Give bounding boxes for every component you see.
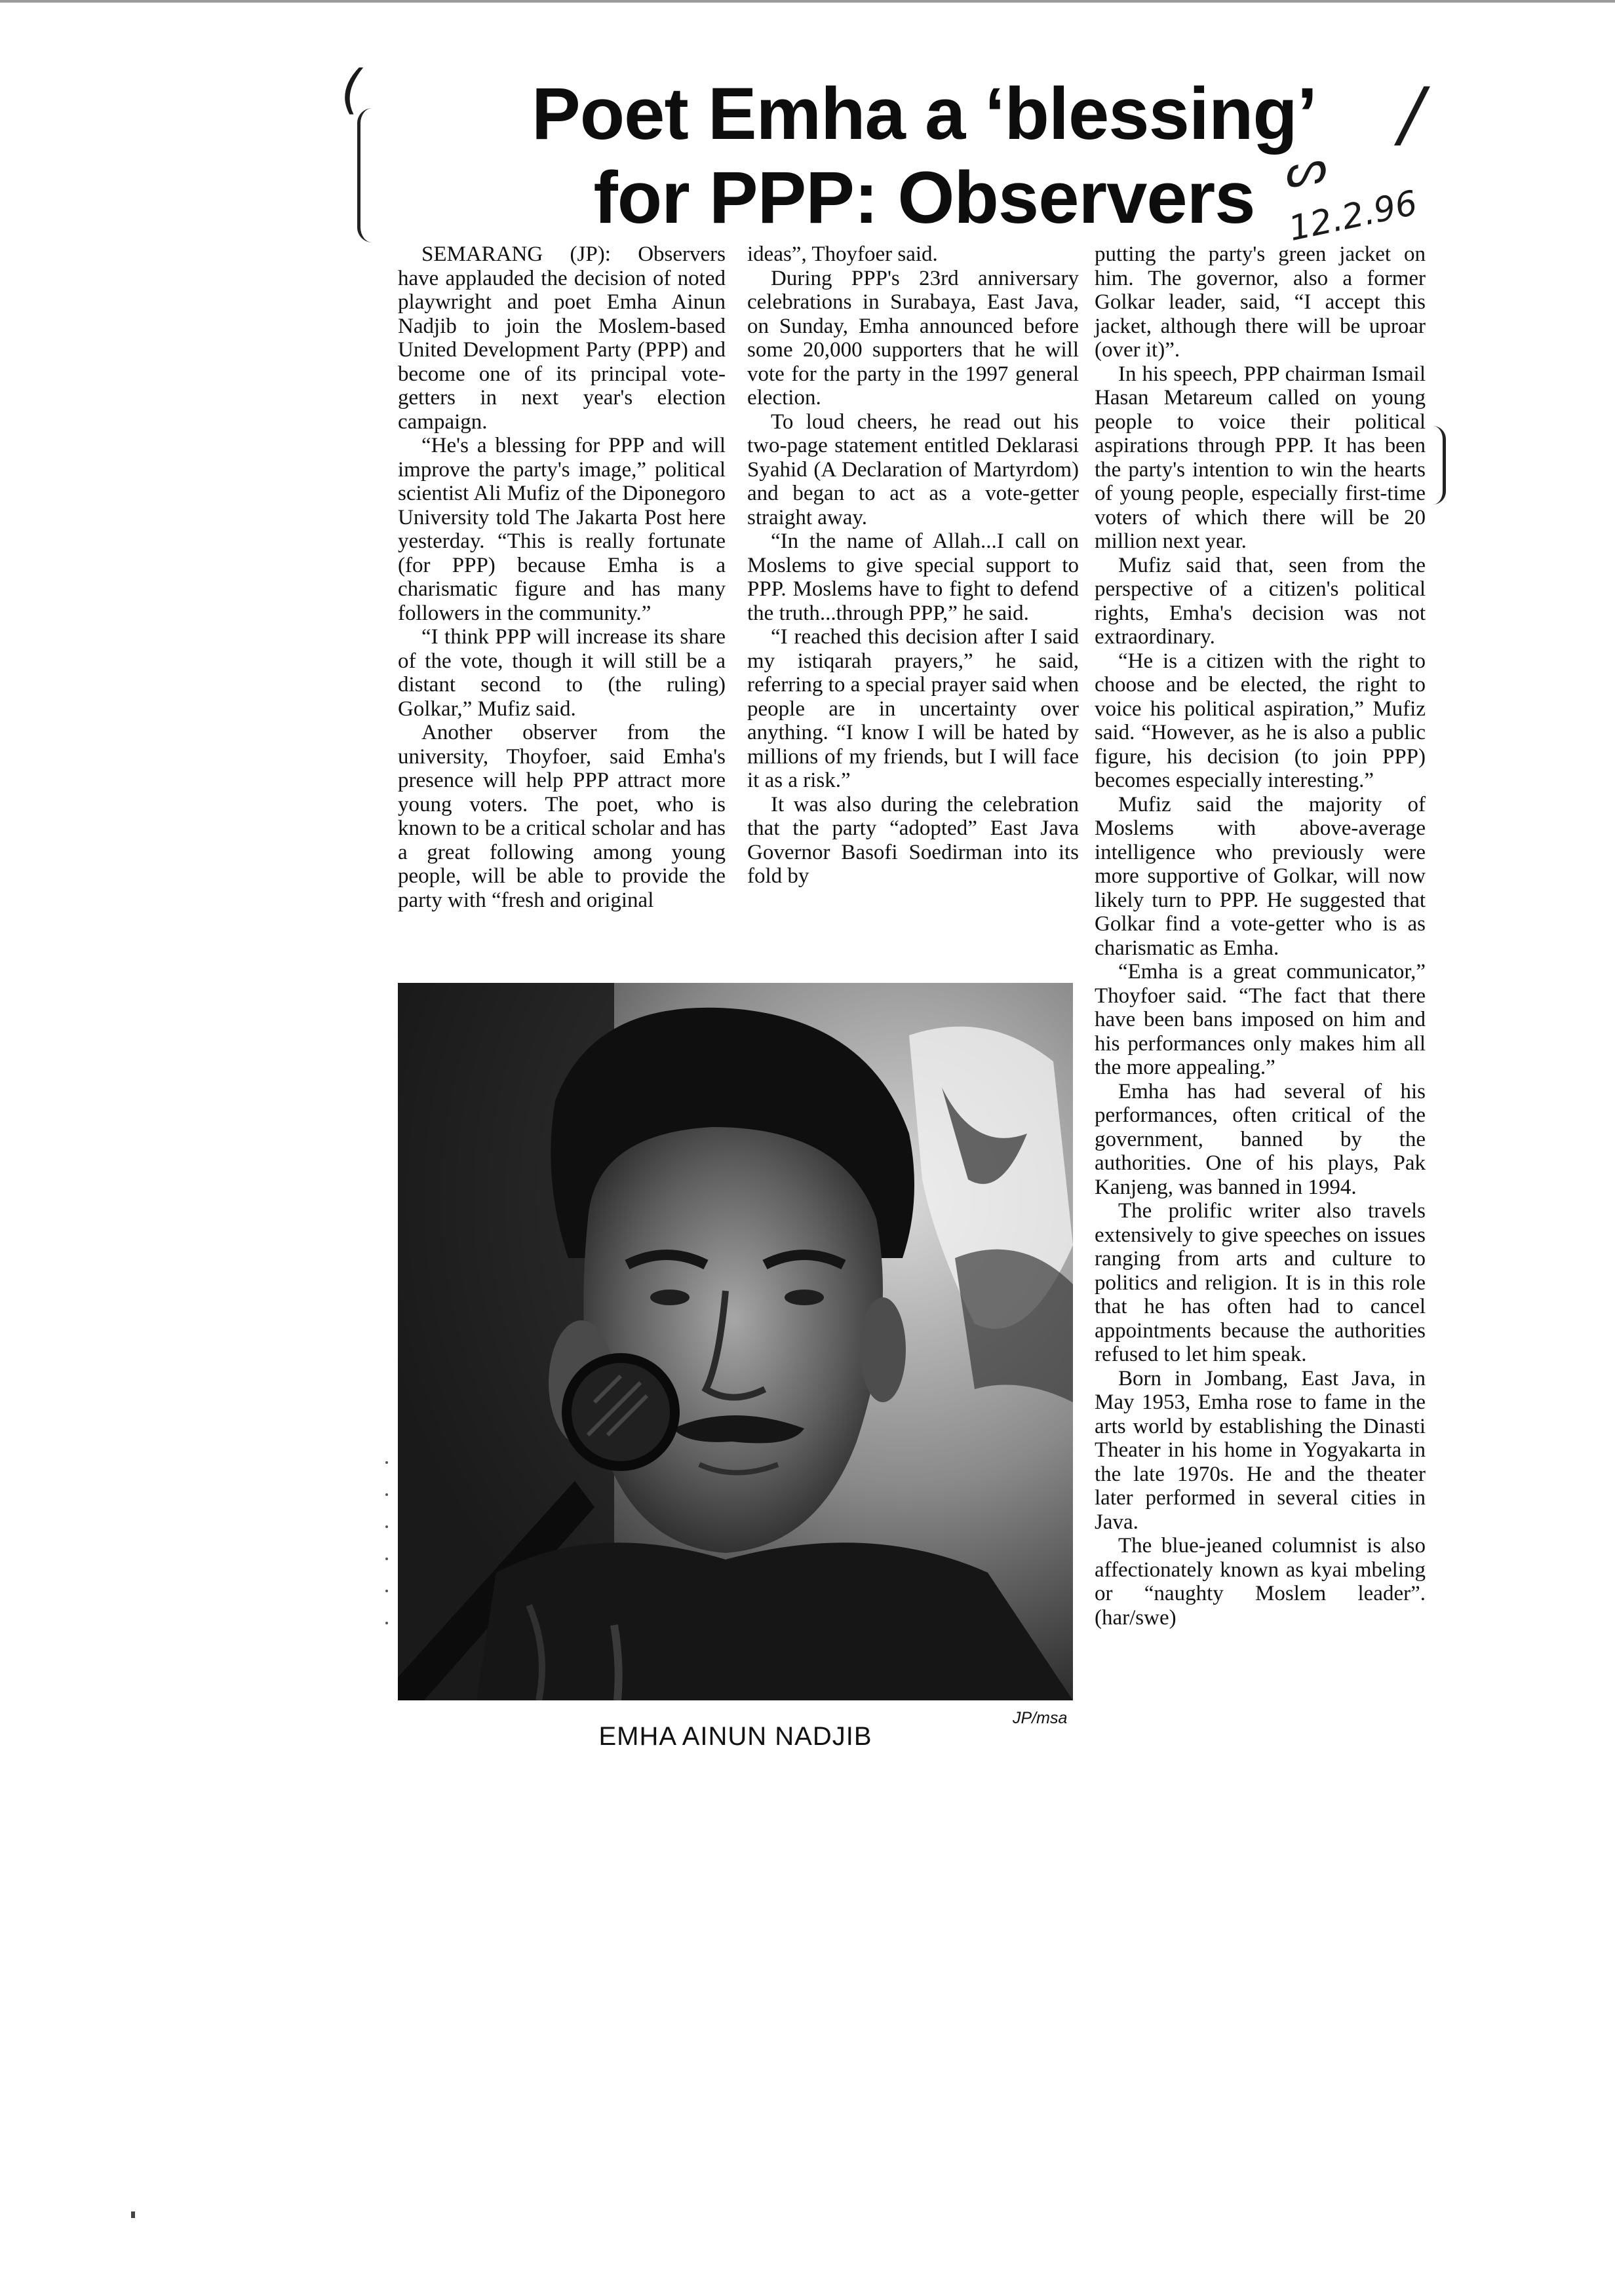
handwritten-initials: ᔕ (1281, 138, 1331, 199)
handwritten-slash-mark: / (1399, 72, 1424, 156)
photo-credit: JP/msa (1013, 1709, 1068, 1727)
handwritten-date: 12.2.96 (1285, 183, 1421, 249)
paragraph: ideas”, Thoyfoer said. (747, 242, 938, 266)
headline-line-2: for PPP: Observers (593, 157, 1255, 239)
paragraph: The prolific writer also travels extensively to give speeches on issues ranging from arts and culture to politics and religion. It is in this role that he has often had to cancel appointments because the authorities refused to let him speak. (1095, 1199, 1426, 1366)
paragraph: During PPP's 23rd anniversary celebrations in Surabaya, East Java, on Sunday, Emha announced before some 20,000 supporters that he will vote for the party in the 1997 general election. (747, 266, 1079, 410)
paragraph: Mufiz said that, seen from the perspective of a citizen's political rights, Emha's decision was not extraordinary. (1095, 553, 1426, 649)
paragraph: “I reached this decision after I said my istiqarah prayers,” he said, referring to a special prayer said when people are in uncertainty over anything. “I know I will be hated by millions of my friends, but I will face it as a risk.” (747, 625, 1079, 792)
article-column-3 (1095, 242, 1426, 1630)
paragraph: Emha has had several of his performances, often critical of the government, banned by the authorities. One of his plays, Pak Kanjeng, was banned in 1994. (1095, 1079, 1426, 1199)
paragraph: “He is a citizen with the right to choose and be elected, the right to voice his political aspiration,” Mufiz said. “However, as he is also a public figure, his decision (to join PPP) becomes especially interesting.” (1095, 649, 1426, 792)
headline-line-1: Poet Emha a ‘blessing’ (532, 73, 1317, 155)
handwritten-bracket-mark: ( (341, 59, 362, 120)
scan-speckles (385, 1461, 389, 1658)
paragraph: Born in Jombang, East Java, in May 1953, Emha rose to fame in the arts world by establishing the Dinasti Theater in his home in Yogyakarta in the late 1970s. He and the theater later performed in several cities in Java. (1095, 1366, 1426, 1534)
portrait-photo (398, 983, 1073, 1700)
paragraph: In his speech, PPP chairman Ismail Hasan Metareum called on young people to voice their political aspirations through PPP. It has been the party's intention to win the hearts of young people, especially first-time voters of which there will be 20 million next year. (1095, 362, 1426, 553)
paragraph: Mufiz said the majority of Moslems with above-average intelligence who previously were more supportive of Golkar, will now likely turn to PPP. He suggested that Golkar find a vote-getter who is as charismatic as Emha. (1095, 792, 1426, 960)
paragraph: “Emha is a great communicator,” Thoyfoer said. “The fact that there have been bans imposed on him and his performances only makes him all the more appealing.” (1095, 960, 1426, 1079)
photo-caption: EMHA AINUN NADJIB (598, 1722, 872, 1751)
portrait-photo-image (398, 983, 1073, 1700)
paragraph: SEMARANG (JP): Observers have applauded the decision of noted playwright and poet Emha Ainun Nadjib to join the Moslem-based United Development Party (PPP) and become one of its principal vote-getters in next year's election campaign. (398, 242, 726, 434)
paragraph: The blue-jeaned columnist is also affectionately known as kyai mbeling or “naughty Moslem leader”. (har/swe) (1095, 1534, 1426, 1630)
handwritten-right-bracket (1432, 426, 1446, 505)
paragraph: To loud cheers, he read out his two-page statement entitled Deklarasi Syahid (A Declaration of Martyrdom) and began to act as a vote-getter straight away. (747, 410, 1079, 529)
article-column-1 (398, 242, 726, 912)
article-column-2 (747, 242, 1079, 889)
paragraph: “I think PPP will increase its share of the vote, though it will still be a distant second to (the ruling) Golkar,” Mufiz said. (398, 625, 726, 721)
paragraph: putting the party's green jacket on him. The governor, also a former Golkar leader, said, “I accept this jacket, although there will be uproar (over it)”. (1095, 242, 1426, 362)
paragraph: “In the name of Allah...I call on Moslems to give special support to PPP. Moslems have to fight to defend the truth...through PPP,” he said. (747, 529, 1079, 625)
paragraph: Another observer from the university, Thoyfoer, said Emha's presence will help PPP attract more young voters. The poet, who is known to be a critical scholar and has a great following among young people, will be able to provide the party with “fresh and original (398, 721, 726, 912)
paragraph: It was also during the celebration that the party “adopted” East Java Governor Basofi Soedirman into its fold by (747, 792, 1079, 888)
paragraph: “He's a blessing for PPP and will improve the party's image,” political scientist Ali Mufiz of the Diponegoro University told The Jakarta Post here yesterday. “This is really fortunate (for PPP) because Emha is a charismatic figure and has many followers in the community.” (398, 434, 726, 625)
scan-speck (131, 2211, 135, 2218)
scan-edge-line (0, 0, 1615, 3)
